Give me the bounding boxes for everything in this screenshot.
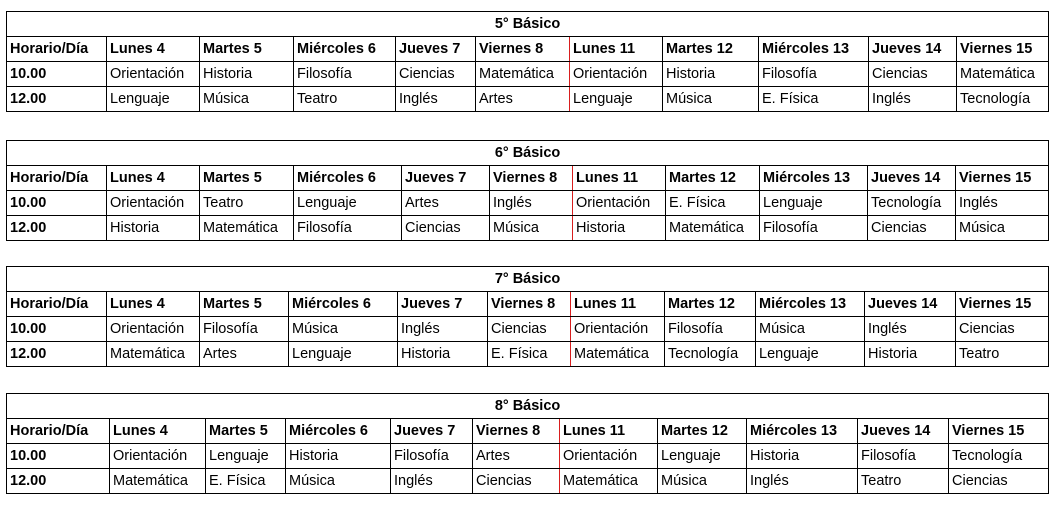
header-cell: Lunes 11 xyxy=(573,166,666,191)
subject-cell: Matemática xyxy=(107,342,200,367)
subject-cell: Matemática xyxy=(957,62,1049,87)
header-cell: Viernes 8 xyxy=(490,166,573,191)
header-cell: Martes 5 xyxy=(206,419,286,444)
time-cell: 10.00 xyxy=(7,191,107,216)
header-cell: Miércoles 6 xyxy=(294,166,402,191)
subject-cell: Orientación xyxy=(573,191,666,216)
header-cell: Martes 12 xyxy=(663,37,759,62)
header-cell: Lunes 4 xyxy=(107,292,200,317)
header-cell: Horario/Día xyxy=(7,37,107,62)
table-row xyxy=(7,191,1049,216)
header-cell: Jueves 14 xyxy=(869,37,957,62)
header-cell: Martes 5 xyxy=(200,166,294,191)
subject-cell: Ciencias xyxy=(956,317,1049,342)
subject-cell: Ciencias xyxy=(396,62,476,87)
subject-cell: Orientación xyxy=(107,62,200,87)
subject-cell: Inglés xyxy=(956,191,1049,216)
header-cell: Viernes 15 xyxy=(957,37,1049,62)
subject-cell: Artes xyxy=(200,342,289,367)
subject-cell: Matemática xyxy=(476,62,570,87)
table-title: 6° Básico xyxy=(7,141,1049,166)
subject-cell: Música xyxy=(286,469,391,494)
schedule-table-5-basico xyxy=(6,11,1049,112)
subject-cell: Orientación xyxy=(570,62,663,87)
subject-cell: Historia xyxy=(107,216,200,241)
subject-cell: Orientación xyxy=(107,191,200,216)
header-cell: Jueves 14 xyxy=(858,419,949,444)
time-cell: 12.00 xyxy=(7,87,107,112)
table-row xyxy=(7,469,1049,494)
subject-cell: Teatro xyxy=(200,191,294,216)
schedule-table-8-basico xyxy=(6,393,1049,494)
subject-cell: Música xyxy=(756,317,865,342)
subject-cell: Historia xyxy=(865,342,956,367)
subject-cell: Lenguaje xyxy=(107,87,200,112)
table-row xyxy=(7,62,1049,87)
header-cell: Lunes 11 xyxy=(570,37,663,62)
table-title: 7° Básico xyxy=(7,267,1049,292)
subject-cell: E. Física xyxy=(759,87,869,112)
header-cell: Miércoles 6 xyxy=(289,292,398,317)
subject-cell: Matemática xyxy=(110,469,206,494)
subject-cell: E. Física xyxy=(206,469,286,494)
time-cell: 10.00 xyxy=(7,317,107,342)
subject-cell: Historia xyxy=(200,62,294,87)
header-cell: Jueves 7 xyxy=(398,292,488,317)
subject-cell: Filosofía xyxy=(391,444,473,469)
subject-cell: Ciencias xyxy=(402,216,490,241)
header-cell: Lunes 4 xyxy=(107,37,200,62)
time-cell: 10.00 xyxy=(7,444,110,469)
subject-cell: Música xyxy=(200,87,294,112)
subject-cell: Lenguaje xyxy=(570,87,663,112)
header-cell: Viernes 8 xyxy=(488,292,571,317)
subject-cell: Lenguaje xyxy=(658,444,747,469)
subject-cell: E. Física xyxy=(488,342,571,367)
subject-cell: Artes xyxy=(473,444,560,469)
header-cell: Viernes 8 xyxy=(476,37,570,62)
subject-cell: Orientación xyxy=(107,317,200,342)
subject-cell: Historia xyxy=(663,62,759,87)
subject-cell: Filosofía xyxy=(760,216,868,241)
header-cell: Miércoles 6 xyxy=(294,37,396,62)
subject-cell: Lenguaje xyxy=(756,342,865,367)
header-cell: Horario/Día xyxy=(7,166,107,191)
subject-cell: Inglés xyxy=(490,191,573,216)
header-cell: Lunes 4 xyxy=(107,166,200,191)
header-cell: Martes 5 xyxy=(200,37,294,62)
subject-cell: Tecnología xyxy=(949,444,1049,469)
subject-cell: Artes xyxy=(402,191,490,216)
header-cell: Jueves 7 xyxy=(402,166,490,191)
table-row xyxy=(7,87,1049,112)
header-cell: Viernes 15 xyxy=(949,419,1049,444)
header-cell: Jueves 14 xyxy=(868,166,956,191)
header-cell: Miércoles 13 xyxy=(747,419,858,444)
table-row xyxy=(7,444,1049,469)
subject-cell: Ciencias xyxy=(949,469,1049,494)
subject-cell: Matemática xyxy=(560,469,658,494)
subject-cell: Filosofía xyxy=(858,444,949,469)
header-cell: Viernes 15 xyxy=(956,166,1049,191)
header-cell: Horario/Día xyxy=(7,419,110,444)
subject-cell: Matemática xyxy=(200,216,294,241)
subject-cell: Inglés xyxy=(865,317,956,342)
subject-cell: Ciencias xyxy=(868,216,956,241)
subject-cell: Música xyxy=(289,317,398,342)
table-row xyxy=(7,342,1049,367)
subject-cell: Ciencias xyxy=(473,469,560,494)
subject-cell: Teatro xyxy=(294,87,396,112)
subject-cell: Música xyxy=(490,216,573,241)
subject-cell: Historia xyxy=(286,444,391,469)
header-cell: Jueves 14 xyxy=(865,292,956,317)
subject-cell: Inglés xyxy=(869,87,957,112)
header-cell: Miércoles 13 xyxy=(760,166,868,191)
table-row xyxy=(7,216,1049,241)
subject-cell: Ciencias xyxy=(869,62,957,87)
subject-cell: Matemática xyxy=(571,342,665,367)
subject-cell: Inglés xyxy=(396,87,476,112)
subject-cell: Inglés xyxy=(747,469,858,494)
header-cell: Lunes 11 xyxy=(560,419,658,444)
header-cell: Martes 12 xyxy=(665,292,756,317)
subject-cell: Historia xyxy=(573,216,666,241)
subject-cell: Música xyxy=(658,469,747,494)
subject-cell: E. Física xyxy=(666,191,760,216)
header-cell: Miércoles 13 xyxy=(756,292,865,317)
subject-cell: Música xyxy=(663,87,759,112)
subject-cell: Lenguaje xyxy=(294,191,402,216)
subject-cell: Inglés xyxy=(391,469,473,494)
subject-cell: Historia xyxy=(747,444,858,469)
subject-cell: Lenguaje xyxy=(206,444,286,469)
schedule-table-6-basico xyxy=(6,140,1049,241)
schedule-table-7-basico xyxy=(6,266,1049,367)
subject-cell: Filosofía xyxy=(200,317,289,342)
time-cell: 12.00 xyxy=(7,469,110,494)
table-row xyxy=(7,317,1049,342)
header-cell: Viernes 15 xyxy=(956,292,1049,317)
header-cell: Horario/Día xyxy=(7,292,107,317)
subject-cell: Filosofía xyxy=(294,216,402,241)
header-cell: Jueves 7 xyxy=(391,419,473,444)
header-cell: Lunes 11 xyxy=(571,292,665,317)
subject-cell: Orientación xyxy=(110,444,206,469)
subject-cell: Música xyxy=(956,216,1049,241)
subject-cell: Orientación xyxy=(571,317,665,342)
header-cell: Martes 12 xyxy=(666,166,760,191)
header-cell: Miércoles 13 xyxy=(759,37,869,62)
subject-cell: Tecnología xyxy=(868,191,956,216)
subject-cell: Tecnología xyxy=(957,87,1049,112)
time-cell: 12.00 xyxy=(7,342,107,367)
table-title: 5° Básico xyxy=(7,12,1049,37)
subject-cell: Lenguaje xyxy=(760,191,868,216)
header-cell: Viernes 8 xyxy=(473,419,560,444)
header-cell: Lunes 4 xyxy=(110,419,206,444)
subject-cell: Teatro xyxy=(956,342,1049,367)
header-cell: Miércoles 6 xyxy=(286,419,391,444)
subject-cell: Orientación xyxy=(560,444,658,469)
time-cell: 12.00 xyxy=(7,216,107,241)
subject-cell: Artes xyxy=(476,87,570,112)
header-cell: Martes 5 xyxy=(200,292,289,317)
subject-cell: Teatro xyxy=(858,469,949,494)
subject-cell: Inglés xyxy=(398,317,488,342)
subject-cell: Filosofía xyxy=(759,62,869,87)
header-cell: Jueves 7 xyxy=(396,37,476,62)
subject-cell: Filosofía xyxy=(294,62,396,87)
subject-cell: Historia xyxy=(398,342,488,367)
time-cell: 10.00 xyxy=(7,62,107,87)
header-cell: Martes 12 xyxy=(658,419,747,444)
subject-cell: Ciencias xyxy=(488,317,571,342)
subject-cell: Tecnología xyxy=(665,342,756,367)
subject-cell: Matemática xyxy=(666,216,760,241)
subject-cell: Filosofía xyxy=(665,317,756,342)
table-title: 8° Básico xyxy=(7,394,1049,419)
subject-cell: Lenguaje xyxy=(289,342,398,367)
